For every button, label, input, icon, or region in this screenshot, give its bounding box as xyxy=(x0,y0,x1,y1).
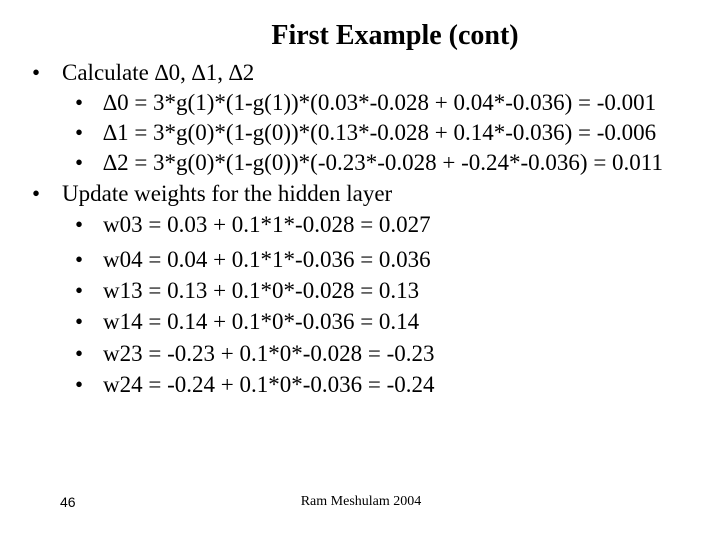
bullet-item-calculate xyxy=(32,60,254,86)
bullet-icon: • xyxy=(75,309,84,334)
bullet-item-update-weights xyxy=(32,181,392,207)
bullet-icon: • xyxy=(75,120,84,145)
bullet-text: Update weights for the hidden layer xyxy=(62,181,393,206)
bullet-text: Calculate ∆0, ∆1, ∆2 xyxy=(62,60,255,85)
bullet-text: w23 = -0.23 + 0.1*0*-0.028 = -0.23 xyxy=(103,341,435,366)
bullet-icon: • xyxy=(75,90,84,115)
bullet-text: ∆2 = 3*g(0)*(1-g(0))*(-0.23*-0.028 + -0.24*-0.036) = 0.011 xyxy=(103,150,663,175)
bullet-text: w24 = -0.24 + 0.1*0*-0.036 = -0.24 xyxy=(103,372,435,397)
bullet-icon: • xyxy=(75,341,84,366)
bullet-icon: • xyxy=(75,278,84,303)
bullet-icon: • xyxy=(32,181,41,206)
bullet-text: w14 = 0.14 + 0.1*0*-0.036 = 0.14 xyxy=(103,309,420,334)
sub-bullet-w04 xyxy=(75,247,431,273)
sub-bullet-delta1 xyxy=(75,120,656,146)
sub-bullet-w14 xyxy=(75,309,419,335)
sub-bullet-delta2 xyxy=(75,150,663,176)
bullet-text: ∆1 = 3*g(0)*(1-g(0))*(0.13*-0.028 + 0.14*-0.036) = -0.006 xyxy=(103,120,657,145)
sub-bullet-w23 xyxy=(75,341,435,367)
bullet-icon: • xyxy=(32,60,41,85)
page-number: 46 xyxy=(60,494,76,510)
slide-title: First Example (cont) xyxy=(271,20,519,51)
sub-bullet-delta0 xyxy=(75,90,656,116)
bullet-text: ∆0 = 3*g(1)*(1-g(1))*(0.03*-0.028 + 0.04*-0.036) = -0.001 xyxy=(103,90,657,115)
bullet-text: w03 = 0.03 + 0.1*1*-0.028 = 0.027 xyxy=(103,212,431,237)
bullet-icon: • xyxy=(75,212,84,237)
sub-bullet-w24 xyxy=(75,372,435,398)
bullet-icon: • xyxy=(75,247,84,272)
bullet-icon: • xyxy=(75,372,84,397)
footer-author: Ram Meshulam 2004 xyxy=(300,494,422,509)
bullet-text: w13 = 0.13 + 0.1*0*-0.028 = 0.13 xyxy=(103,278,420,303)
sub-bullet-w13 xyxy=(75,278,419,304)
sub-bullet-w03 xyxy=(75,212,431,238)
bullet-text: w04 = 0.04 + 0.1*1*-0.036 = 0.036 xyxy=(103,247,431,272)
bullet-icon: • xyxy=(75,150,84,175)
